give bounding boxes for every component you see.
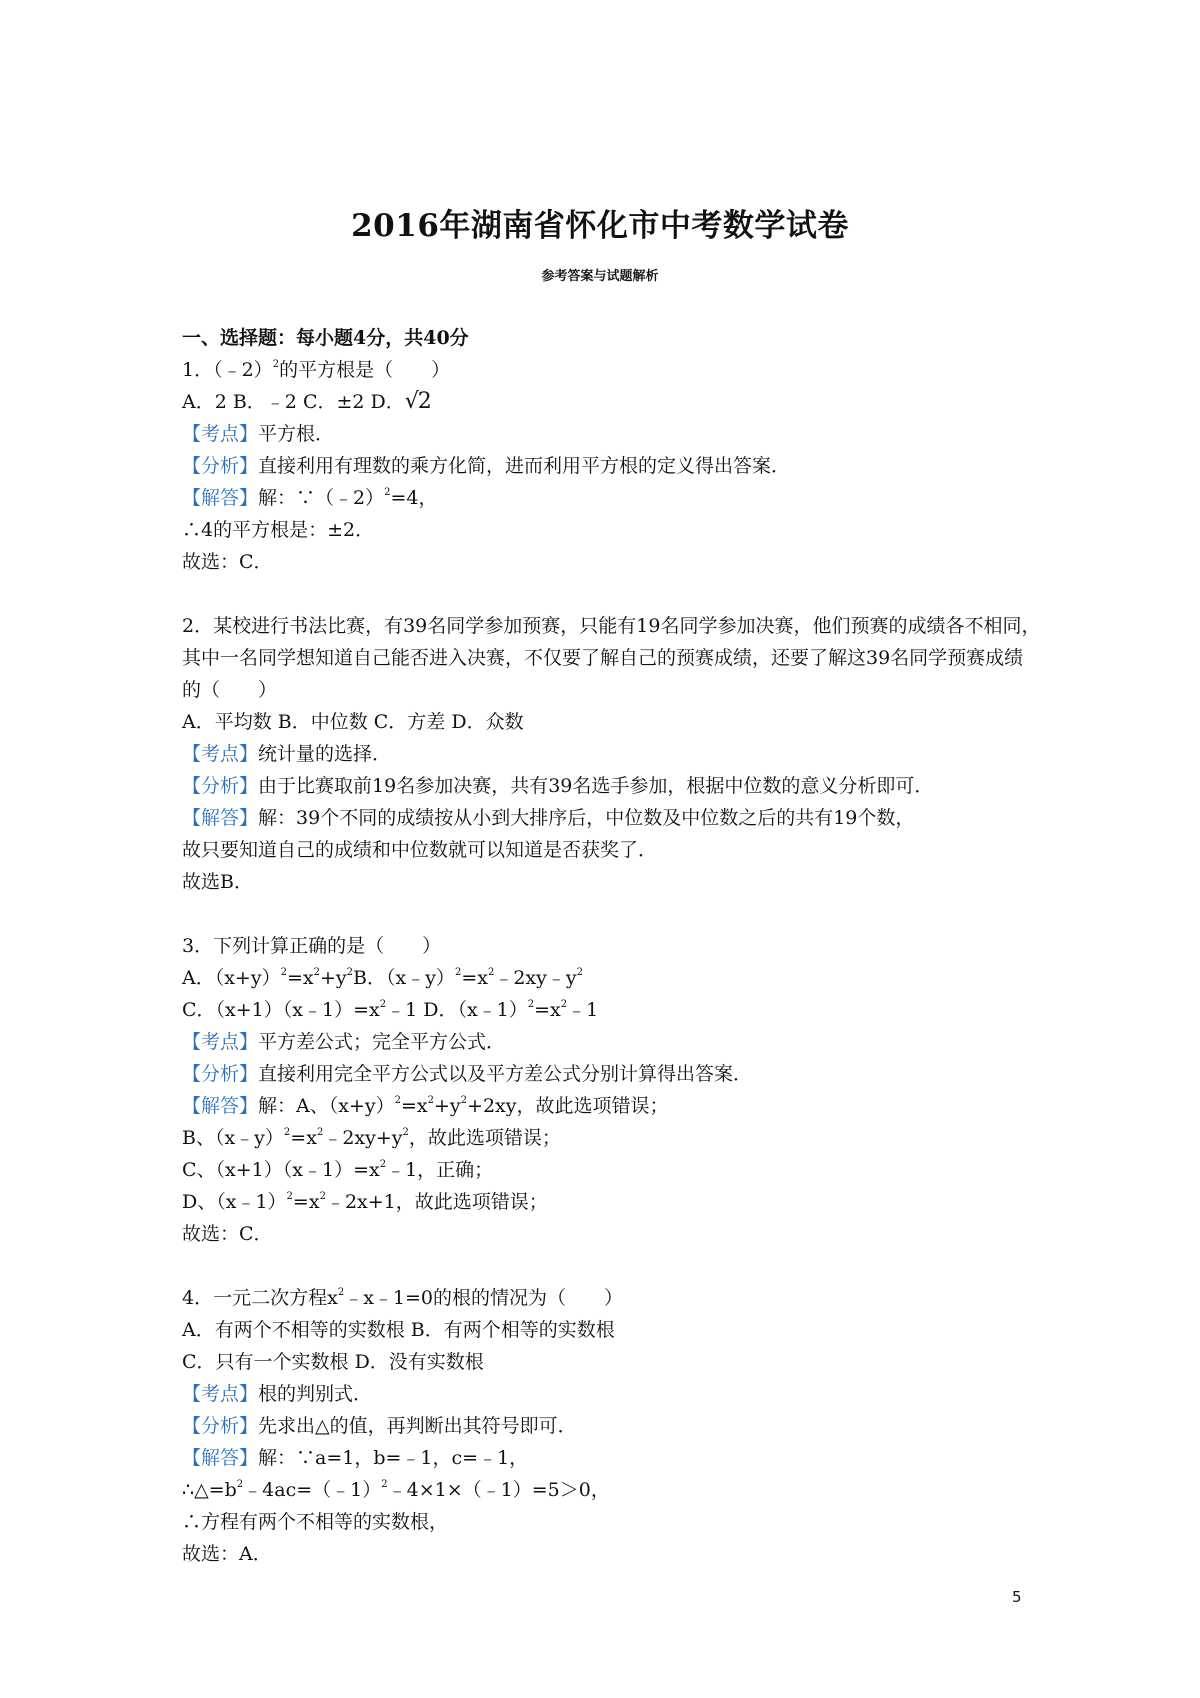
question-2-kaodian: 【考点】统计量的选择． (182, 743, 392, 765)
question-2 (182, 610, 1042, 898)
question-3-options-ab: A．$(x+y)^2=x^2+y^2B$．$(x﹣y)^2=x^2﹣2xy﹣y^2$ (182, 967, 583, 989)
question-2-options: A．平均数 B．中位数 C．方差 D．众数 (182, 711, 524, 733)
question-2-answer: 故选B． (182, 871, 253, 893)
question-4-options-ab: A．有两个不相等的实数根 B．有两个相等的实数根 (182, 1319, 615, 1341)
question-1-stem: 1．（﹣2）$^2$的平方根是（ ） (182, 359, 451, 381)
document-body (182, 322, 1042, 1602)
question-3-jieda-b: B、$(x﹣y)^2=x^2﹣2xy+y^2$，故此选项错误； (182, 1127, 561, 1149)
question-3 (182, 930, 1042, 1250)
question-4-kaodian: 【考点】根的判别式． (182, 1383, 373, 1405)
question-2-stem: 2．某校进行书法比赛，有39名同学参加预赛，只能有19名同学参加决赛，他们预赛的成绩各不相同，其中一名同学想知道自己能否进入决赛，不仅要了解自己的预赛成绩，还要了解这39名同学预赛成绩的（ ） (182, 615, 1041, 701)
question-1-jieda-line2: ∴4的平方根是：±2． (182, 519, 375, 541)
page-number: 5 (1012, 1588, 1022, 1606)
question-1-fenxi: 【分析】直接利用有理数的乘方化简，进而利用平方根的定义得出答案． (182, 455, 791, 477)
question-4 (182, 1282, 1042, 1570)
question-3-stem: 3．下列计算正确的是（ ） (182, 935, 442, 957)
question-2-jieda-line2: 故只要知道自己的成绩和中位数就可以知道是否获奖了． (182, 839, 658, 861)
question-4-fenxi: 【分析】先求出△的值，再判断出其符号即可． (182, 1415, 577, 1437)
question-4-options-cd: C．只有一个实数根 D．没有实数根 (182, 1351, 484, 1373)
question-3-answer: 故选：C． (182, 1223, 273, 1245)
question-4-answer: 故选：A． (182, 1543, 272, 1565)
question-2-jieda: 【解答】解：39个不同的成绩按从小到大排序后，中位数及中位数之后的共有19个数， (182, 807, 915, 829)
question-3-fenxi: 【分析】直接利用完全平方公式以及平方差公式分别计算得出答案． (182, 1063, 753, 1085)
section-heading: 一、选择题：每小题4分，共40分 (182, 327, 469, 349)
sqrt-symbol: √2 (404, 389, 431, 414)
question-1-answer: 故选：C． (182, 551, 273, 573)
question-3-options-cd: C．$(x+1)(x﹣1)=x^2﹣1$ D．$(x﹣1)^2=x^2﹣1$ (182, 999, 599, 1021)
question-3-jieda: 【解答】解：A、$(x+y)^2=x^2+y^2+2xy$，故此选项错误； (182, 1095, 669, 1117)
question-3-jieda-d: D、$(x﹣1)^2=x^2﹣2x+1$，故此选项错误； (182, 1191, 548, 1213)
question-1 (182, 354, 1042, 578)
question-3-kaodian: 【考点】平方差公式；完全平方公式． (182, 1031, 506, 1053)
question-4-jieda-line3: ∴方程有两个不相等的实数根， (182, 1511, 449, 1533)
question-4-stem: 4．一元二次方程$x^2﹣x﹣1=0$的根的情况为（ ） (182, 1287, 624, 1309)
question-1-options: A．2 B．﹣2 C．±2 D．√2 (182, 389, 431, 414)
question-1-jieda: 【解答】解：∵（﹣2）$^2$=4， (182, 487, 438, 509)
question-3-jieda-c: C、$(x+1)(x﹣1)=x^2﹣1$，正确； (182, 1159, 494, 1181)
question-1-kaodian: 【考点】平方根． (182, 423, 335, 445)
document-subtitle: 参考答案与试题解析 (541, 269, 659, 284)
question-2-fenxi: 【分析】由于比赛取前19名参加决赛，共有39名选手参加，根据中位数的意义分析即可． (182, 775, 934, 797)
document-title: 2016年湖南省怀化市中考数学试卷 (351, 208, 849, 244)
question-4-jieda: 【解答】解：∵a=1，b=﹣1，c=﹣1， (182, 1447, 529, 1469)
question-4-jieda-line2: $\therefore\triangle=b^2﹣4ac=(﹣1)^2﹣4\times 1\times(﹣1)=5>0$， (182, 1479, 610, 1501)
